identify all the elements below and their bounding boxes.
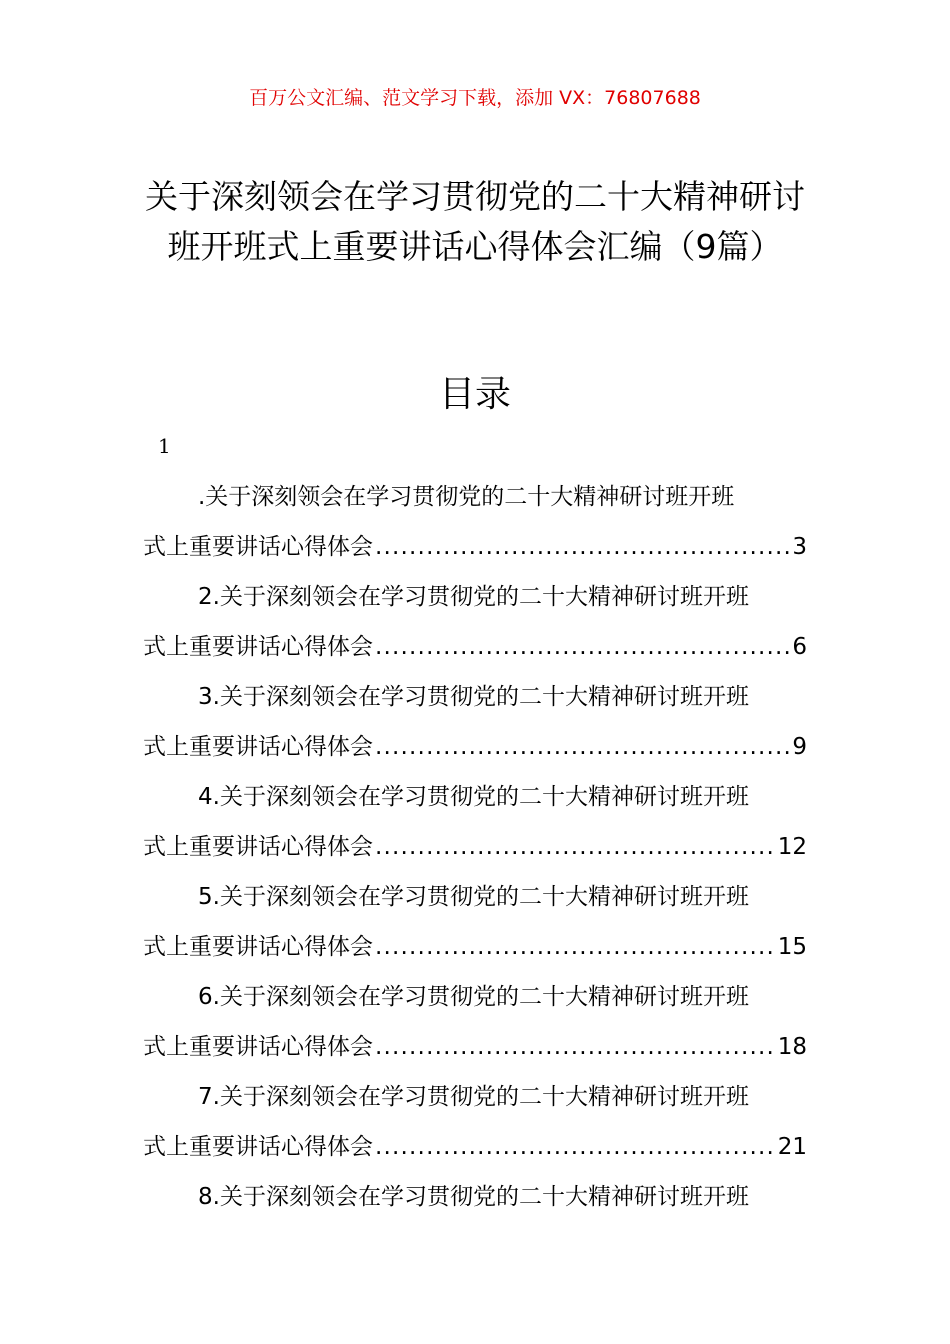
toc-leader-dots bbox=[375, 622, 790, 672]
toc-page-number: 15 bbox=[777, 934, 807, 960]
toc-entry-continuation: 式上重要讲话心得体会 bbox=[143, 1034, 373, 1060]
toc-entry[interactable] bbox=[143, 472, 807, 572]
toc-leader-dots bbox=[375, 822, 776, 872]
toc-entry-title: .关于深刻领会在学习贯彻党的二十大精神研讨班开班 bbox=[198, 484, 735, 510]
toc-leader-dots bbox=[375, 522, 790, 572]
toc-entry-title: 6.关于深刻领会在学习贯彻党的二十大精神研讨班开班 bbox=[198, 984, 749, 1010]
toc-page-number: 21 bbox=[777, 1134, 807, 1160]
toc-entry[interactable] bbox=[143, 672, 807, 772]
toc-entry-continuation: 式上重要讲话心得体会 bbox=[143, 634, 373, 660]
toc-entry-title: 8.关于深刻领会在学习贯彻党的二十大精神研讨班开班 bbox=[198, 1184, 749, 1210]
toc-entry-title: 3.关于深刻领会在学习贯彻党的二十大精神研讨班开班 bbox=[198, 684, 749, 710]
toc-leader-dots bbox=[375, 922, 776, 972]
toc-heading: 目录 bbox=[438, 374, 511, 415]
toc-entry-line bbox=[143, 822, 807, 872]
toc-entry-title: 2.关于深刻领会在学习贯彻党的二十大精神研讨班开班 bbox=[198, 584, 749, 610]
toc-entry-line bbox=[143, 922, 807, 972]
toc-page-number: 6 bbox=[792, 634, 807, 660]
toc-entry-continuation: 式上重要讲话心得体会 bbox=[143, 934, 373, 960]
table-of-contents bbox=[143, 472, 807, 1222]
toc-page-number: 9 bbox=[792, 734, 807, 760]
document-title: 关于深刻领会在学习贯彻党的二十大精神研讨班开班式上重要讲话心得体会汇编（9篇） bbox=[145, 177, 805, 266]
toc-entry-line bbox=[143, 522, 807, 572]
toc-entry-line bbox=[143, 1122, 807, 1172]
toc-page-number: 18 bbox=[777, 1034, 807, 1060]
toc-entry[interactable] bbox=[143, 772, 807, 872]
toc-leader-dots bbox=[375, 722, 790, 772]
toc-page-number: 12 bbox=[777, 834, 807, 860]
toc-entry-line bbox=[143, 722, 807, 772]
toc-entry-line bbox=[143, 1022, 807, 1072]
toc-entry-continuation: 式上重要讲话心得体会 bbox=[143, 734, 373, 760]
toc-entry[interactable] bbox=[143, 1072, 807, 1172]
toc-entry-title: 4.关于深刻领会在学习贯彻党的二十大精神研讨班开班 bbox=[198, 784, 749, 810]
toc-entry-continuation: 式上重要讲话心得体会 bbox=[143, 834, 373, 860]
toc-entry[interactable] bbox=[143, 872, 807, 972]
toc-entry-title: 7.关于深刻领会在学习贯彻党的二十大精神研讨班开班 bbox=[198, 1084, 749, 1110]
toc-entry-continuation: 式上重要讲话心得体会 bbox=[143, 1134, 373, 1160]
toc-page-number: 3 bbox=[792, 534, 807, 560]
toc-entry-continuation: 式上重要讲话心得体会 bbox=[143, 534, 373, 560]
toc-leader-dots bbox=[375, 1122, 776, 1172]
toc-leader-dots bbox=[375, 1022, 776, 1072]
toc-entry-line bbox=[143, 622, 807, 672]
toc-entry[interactable] bbox=[143, 972, 807, 1072]
watermark-text: 百万公文汇编、范文学习下载，添加 VX：76807688 bbox=[249, 87, 701, 109]
stray-number: 1 bbox=[158, 434, 171, 458]
toc-entry-title: 5.关于深刻领会在学习贯彻党的二十大精神研讨班开班 bbox=[198, 884, 749, 910]
toc-entry[interactable] bbox=[143, 1172, 807, 1222]
toc-entry[interactable] bbox=[143, 572, 807, 672]
